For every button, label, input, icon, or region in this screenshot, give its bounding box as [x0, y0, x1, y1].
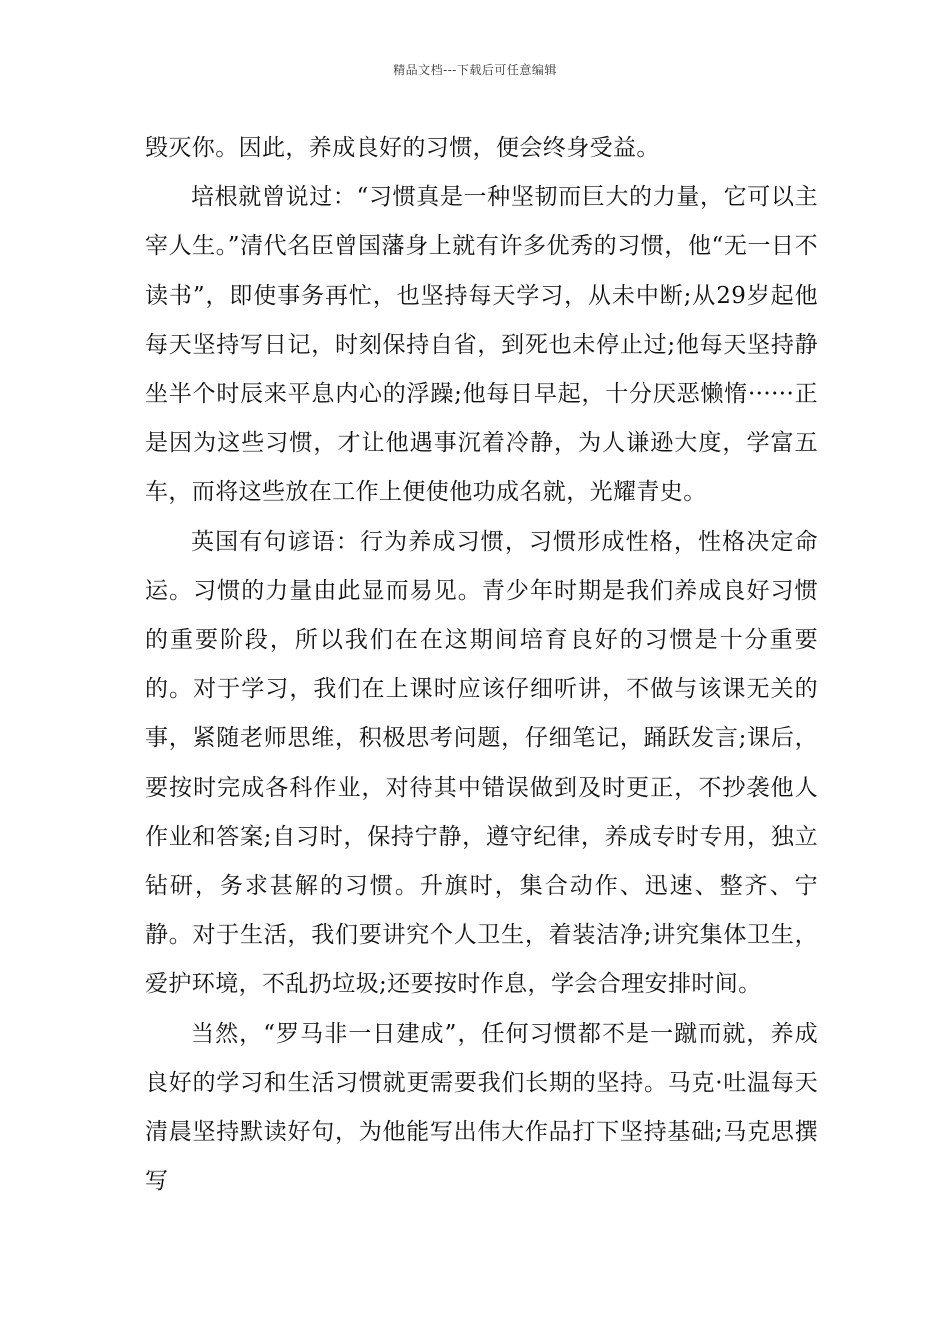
paragraph-bacon-quote: 培根就曾说过：“习惯真是一种坚韧而巨大的力量，它可以主宰人生。”清代名臣曾国藩身上就有许多优秀的习惯，他“无一日不读书”，即使事务再忙，也坚持每天学习，从未中断;从29岁起他每天坚持写日记，时刻保持自省，到死也未停止过;他每天坚持静坐半个时辰来平息内心的浮躁;他每日早起，十分厌恶懒惰······正是因为这些习惯，才让他遇事沉着冷静，为人谦逊大度，学富五车，而将这些放在工作上便使他功成名就，光耀青史。	[145, 184, 818, 506]
page-header: 精品文档---下载后可任意编辑	[393, 63, 557, 77]
paragraph-rome-not-built: 当然，“罗马非一日建成”，任何习惯都不是一蹴而就，养成良好的学习和生活习惯就更需要我们长期的坚持。马克·吐温每天清晨坚持默读好句，为他能写出伟大作品打下坚持基础;马克思撰写	[145, 1020, 818, 1195]
paragraph-english-proverb: 英国有句谚语：行为养成习惯，习惯形成性格，性格决定命运。习惯的力量由此显而易见。青少年时期是我们养成良好习惯的重要阶段，所以我们在在这期间培育良好的习惯是十分重要的。对于学习，我们在上课时应该仔细听讲，不做与该课无关的事，紧随老师思维，积极思考问题，仔细笔记，踊跃发言;课后，要按时完成各科作业，对待其中错误做到及时更正，不抄袭他人作业和答案;自习时，保持宁静，遵守纪律，养成专时专用，独立钻研，务求甚解的习惯。升旗时，集合动作、迅速、整齐、宁静。对于生活，我们要讲究个人卫生，着装洁净;讲究集体卫生，爱护环境，不乱扔垃圾;还要按时作息，学会合理安排时间。	[145, 528, 818, 998]
paragraph-continuation: 毁灭你。因此，养成良好的习惯，便会终身受益。	[145, 135, 660, 161]
body-text	[145, 124, 818, 1206]
